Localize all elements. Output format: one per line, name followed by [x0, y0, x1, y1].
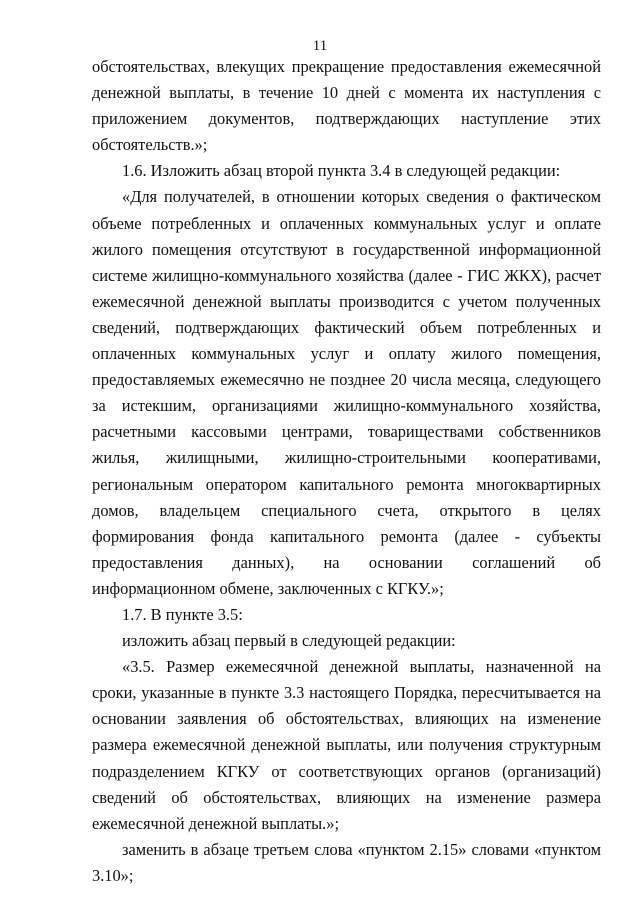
paragraph-item-1-6: 1.6. Изложить абзац второй пункта 3.4 в следующей редакции: — [122, 161, 561, 181]
paragraph-quote-3-4: «Для получателей, в отношении которых сведения о фактическом объеме потребленных и оплаченных коммунальных услуг и оплате жилого помещения отсутствуют в государственной информационной системе жилищно-коммунального хозяйства (далее - ГИС ЖКХ), расчет ежемесячной денежной выплаты производится с учетом полученных сведений, подтверждающих фактический объем потребленных и оплаченных коммунальных услуг и оплату жилого помещения, предоставляемых ежемесячно не позднее 20 числа месяца, следующего за истекшим, организациями жилищно-коммунального хозяйства, расчетными кассовыми центрами, товариществами собственников жилья, жилищными, жилищно-строительными кооперативами, региональным оператором капитального ремонта многоквартирных домов, владельцем специального счета, открытого в целях формирования фонда капитального ремонта (далее - субъекты предоставления данных), на основании соглашений об информационном обмене, заключенных с КГКУ.»; — [92, 187, 601, 598]
document-body — [92, 54, 601, 889]
paragraph-item-1-7: 1.7. В пункте 3.5: — [122, 604, 243, 624]
paragraph-instruction: изложить абзац первый в следующей редакции: — [122, 631, 456, 651]
page-number: 11 — [312, 38, 328, 54]
paragraph-replace: заменить в абзаце третьем слова «пунктом 2.15» словами «пунктом 3.10»; — [92, 839, 601, 885]
paragraph-continuation: обстоятельствах, влекущих прекращение предоставления ежемесячной денежной выплаты, в течение 10 дней с момента их наступления с приложением документов, подтверждающих наступление этих обстоятельств.»; — [92, 57, 601, 155]
paragraph-quote-3-5: «3.5. Размер ежемесячной денежной выплаты, назначенной на сроки, указанные в пункте 3.3 настоящего Порядка, пересчитывается на основании заявления об обстоятельствах, влияющих на изменение размера ежемесячной денежной выплаты, или получения структурным подразделением КГКУ от соответствующих органов (организаций) сведений об обстоятельствах, влияющих на изменение размера ежемесячной денежной выплаты.»; — [92, 657, 601, 833]
